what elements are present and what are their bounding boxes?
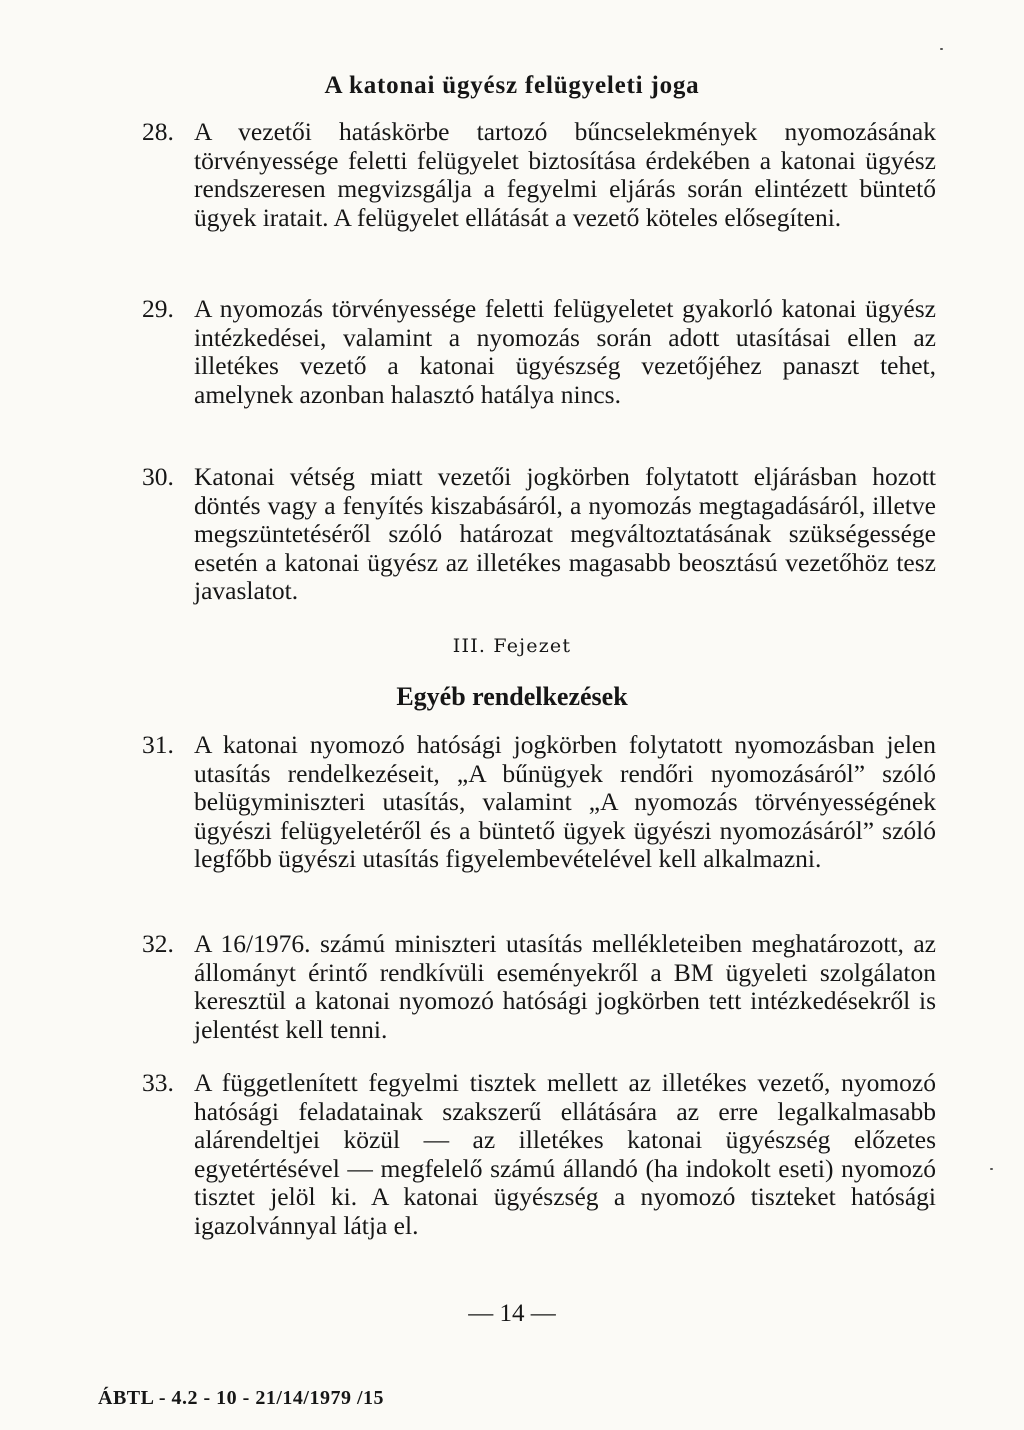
paragraph-number: 31.: [142, 730, 174, 759]
paragraph-number: 29.: [142, 294, 174, 323]
paragraph-33: [142, 1068, 936, 1241]
paragraph-29: [142, 294, 936, 409]
paragraph-text: A függetlenített fegyelmi tisztek mellett az illetékes vezető, nyomozó hatósági feladatainak szakszerű ellátására az erre legalkalmasabb alárendeltjei közül — az illetékes katonai ügyészség előzetes egyetértésével — megfelelő számú állandó (ha indokolt eseti) nyomozó tisztet jelöl ki. A katonai ügyészség a nyomozó tiszteket hatósági igazolvánnyal látja el.: [194, 1068, 936, 1240]
paragraph-number: 30.: [142, 462, 174, 491]
paragraph-text: A katonai nyomozó hatósági jogkörben folytatott nyomozásban jelen utasítás rendelkezéseit, „A bűnügyek rendőri nyomozásáról” szóló belügyminiszteri utasítás, valamint „A nyomozás törvényességének ügyészi felügyeletéről és a büntető ügyek ügyészi nyomozásáról” szóló legfőbb ügyészi utasítás figyelembevételével kell alkalmazni.: [194, 730, 936, 874]
paragraph-text: Katonai vétség miatt vezetői jogkörben folytatott eljárásban hozott döntés vagy a fenyítés kiszabásáról, a nyomozás megtagadásáról, illetve megszüntetéséről szóló határozat megváltoztatásának szükségessége esetén a katonai ügyész az illetékes magasabb beosztású vezetőhöz tesz javaslatot.: [194, 462, 936, 606]
paragraph-number: 28.: [142, 117, 174, 146]
paragraph-text: A 16/1976. számú miniszteri utasítás mellékleteiben meghatározott, az állományt érintő rendkívüli eseményekről a BM ügyeleti szolgálaton keresztül a katonai nyomozó hatósági jogkörben tett intézkedésekről is jelentést kell tenni.: [194, 929, 936, 1044]
chapter-label: III. Fejezet: [452, 635, 572, 657]
page-number: — 14 —: [468, 1300, 556, 1327]
chapter-title: Egyéb rendelkezések: [396, 682, 628, 711]
paragraph-32: [142, 929, 936, 1044]
archive-reference-stamp: ÁBTL - 4.2 - 10 - 21/14/1979 /15: [98, 1387, 385, 1409]
paragraph-number: 33.: [142, 1068, 174, 1097]
scan-speck: [990, 1168, 993, 1170]
paragraph-text: A nyomozás törvényessége feletti felügyeletet gyakorló katonai ügyész intézkedései, valamint a nyomozás során adott utasításai ellen az illetékes vezető a katonai ügyészség vezetőjéhez panaszt tehet, amelynek azonban halasztó hatálya nincs.: [194, 294, 936, 409]
paragraph-30: [142, 462, 936, 606]
paragraph-28: [142, 117, 936, 232]
paragraph-text: A vezetői hatáskörbe tartozó bűncselekmények nyomozásának törvényessége feletti felügyelet biztosítása érdekében a katonai ügyész rendszeresen megvizsgálja a fegyelmi eljárás során elintézett büntető ügyek iratait. A felügyelet ellátását a vezető köteles elősegíteni.: [194, 117, 936, 232]
section-heading: A katonai ügyész felügyeleti joga: [324, 72, 700, 99]
scan-speck: [940, 48, 943, 50]
paragraph-31: [142, 730, 936, 874]
paragraph-number: 32.: [142, 929, 174, 958]
